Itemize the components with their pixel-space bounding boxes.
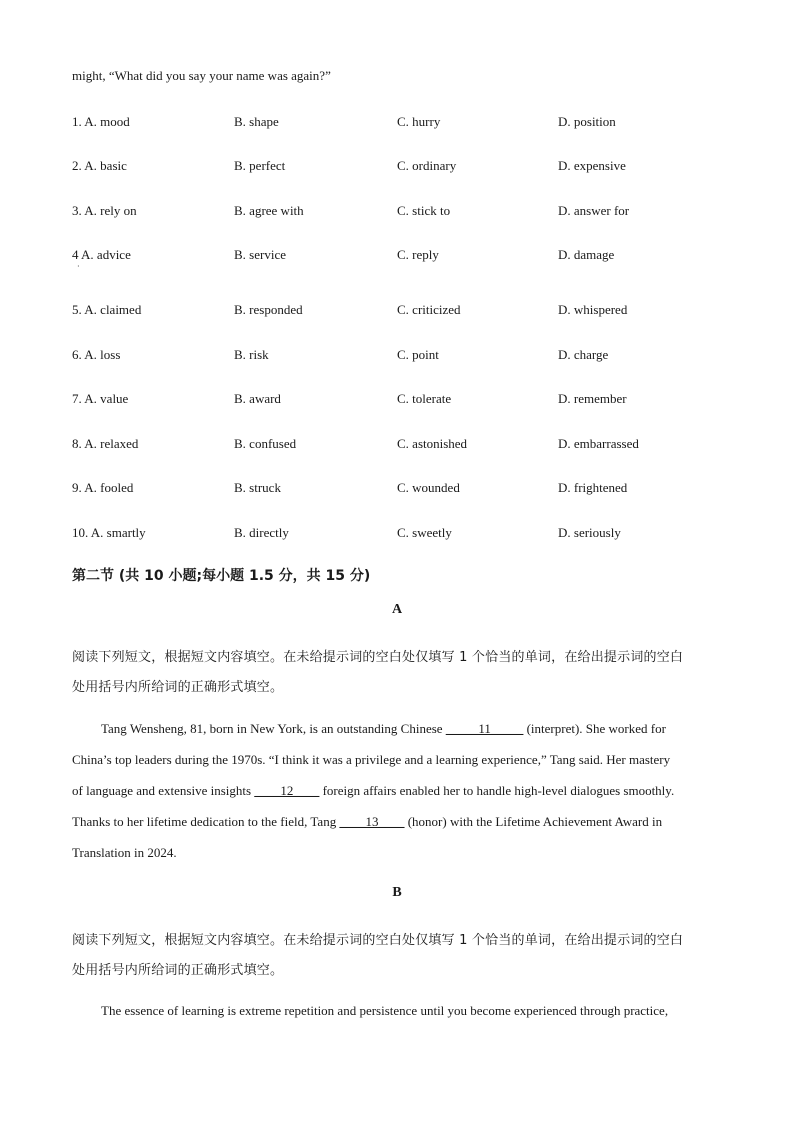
question-row: [72, 391, 732, 411]
option-a: [72, 203, 137, 219]
option-a: [72, 247, 131, 263]
option-b: B. confused: [234, 436, 297, 451]
option-b: B. agree with: [234, 203, 304, 218]
option-b: B. service: [234, 247, 286, 262]
question-number: 3. A.: [72, 203, 97, 218]
question-number: 10. A.: [72, 525, 104, 540]
option-b: B. shape: [234, 114, 279, 129]
question-number: 7. A.: [72, 391, 97, 406]
section-a-letter: A: [391, 602, 403, 617]
question-number: 5. A.: [72, 302, 97, 317]
question-number: 1. A.: [72, 114, 97, 129]
option-c: C. hurry: [397, 114, 441, 129]
option-c: C. stick to: [397, 203, 451, 218]
option-b: B. risk: [234, 347, 269, 362]
question-row: [72, 525, 732, 545]
passage-text: Thanks to her lifetime dedication to the field, Tang: [72, 814, 340, 829]
option-a: [72, 347, 120, 363]
passage-a-line-1: [101, 721, 751, 737]
option-c: C. reply: [397, 247, 439, 262]
question-row: [72, 347, 732, 367]
option-d: D. whispered: [558, 302, 628, 317]
passage-b-line-1: The essence of learning is extreme repetition and persistence until you become experienced through practice,: [101, 1003, 669, 1018]
question-row: [72, 203, 732, 223]
option-d: D. expensive: [558, 158, 626, 173]
option-b: B. directly: [234, 525, 289, 540]
passage-a-line-5: Translation in 2024.: [72, 845, 177, 860]
section-a-instruction-line-2: 处用括号内所给词的正确形式填空。: [72, 680, 284, 695]
option-a-text: smartly: [106, 525, 146, 540]
passage-text: (interpret). She worked for: [523, 721, 666, 736]
option-d: D. charge: [558, 347, 609, 362]
question-row: [72, 114, 732, 134]
question-number: 4 A.: [72, 247, 94, 262]
option-c: C. tolerate: [397, 391, 452, 406]
question-number: 9. A.: [72, 480, 97, 495]
option-a-text: mood: [100, 114, 130, 129]
section-b-instruction-line-1: 阅读下列短文，根据短文内容填空。在未给提示词的空白处仅填写 1 个恰当的单词，在给出提示词的空白: [72, 933, 684, 948]
option-d: D. damage: [558, 247, 615, 262]
blank-12: ____12____: [254, 783, 320, 798]
option-a: [72, 480, 133, 496]
option-d: D. answer for: [558, 203, 630, 218]
question-number: 8. A.: [72, 436, 97, 451]
section-a-instruction-line-1: 阅读下列短文，根据短文内容填空。在未给提示词的空白处仅填写 1 个恰当的单词，在给出提示词的空白: [72, 650, 684, 665]
option-a: [72, 525, 146, 541]
option-c: C. ordinary: [397, 158, 457, 173]
intro-line: might, “What did you say your name was again?”: [72, 68, 331, 83]
option-a: [72, 302, 141, 318]
passage-text: foreign affairs enabled her to handle high-level dialogues smoothly.: [319, 783, 675, 798]
option-a: [72, 391, 128, 407]
option-d: D. seriously: [558, 525, 621, 540]
option-a-text: claimed: [100, 302, 142, 317]
question-number: 6. A.: [72, 347, 97, 362]
option-d: D. frightened: [558, 480, 628, 495]
option-a: [72, 114, 130, 130]
passage-text: Tang Wensheng, 81, born in New York, is an outstanding Chinese: [101, 721, 446, 736]
option-d: D. remember: [558, 391, 627, 406]
option-b: B. struck: [234, 480, 281, 495]
option-a-text: advice: [96, 247, 131, 262]
option-b: B. responded: [234, 302, 303, 317]
option-a-text: value: [100, 391, 129, 406]
option-c: C. sweetly: [397, 525, 452, 540]
option-c: C. criticized: [397, 302, 461, 317]
stray-dot: ·: [77, 262, 80, 271]
option-c: C. point: [397, 347, 439, 362]
question-row: [72, 302, 732, 322]
option-a-text: loss: [100, 347, 121, 362]
question-row: [72, 158, 732, 178]
option-c: C. astonished: [397, 436, 468, 451]
option-a: [72, 158, 127, 174]
option-a-text: basic: [100, 158, 127, 173]
option-a-text: relaxed: [100, 436, 139, 451]
option-c: C. wounded: [397, 480, 460, 495]
section-2-title: 第二节 (共 10 小题;每小题 1.5 分，共 15 分): [72, 568, 371, 584]
passage-a-line-2: China’s top leaders during the 1970s. “I think it was a privilege and a learning experience,” Tang said. Her mastery: [72, 752, 671, 767]
passage-text: (honor) with the Lifetime Achievement Award in: [404, 814, 663, 829]
option-b: B. perfect: [234, 158, 286, 173]
option-d: D. position: [558, 114, 616, 129]
question-row: [72, 480, 732, 500]
passage-a-line-4: [72, 814, 722, 830]
option-b: B. award: [234, 391, 281, 406]
question-number: 2. A.: [72, 158, 97, 173]
question-row: [72, 247, 732, 267]
section-b-instruction-line-2: 处用括号内所给词的正确形式填空。: [72, 963, 284, 978]
option-d: D. embarrassed: [558, 436, 639, 451]
passage-a-line-3: [72, 783, 722, 799]
option-a-text: fooled: [100, 480, 134, 495]
passage-text: of language and extensive insights: [72, 783, 255, 798]
option-a: [72, 436, 138, 452]
question-row: [72, 436, 732, 456]
blank-11: _____11_____: [445, 721, 524, 736]
option-a-text: rely on: [100, 203, 137, 218]
blank-13: ____13____: [339, 814, 405, 829]
section-b-letter: B: [392, 885, 402, 900]
